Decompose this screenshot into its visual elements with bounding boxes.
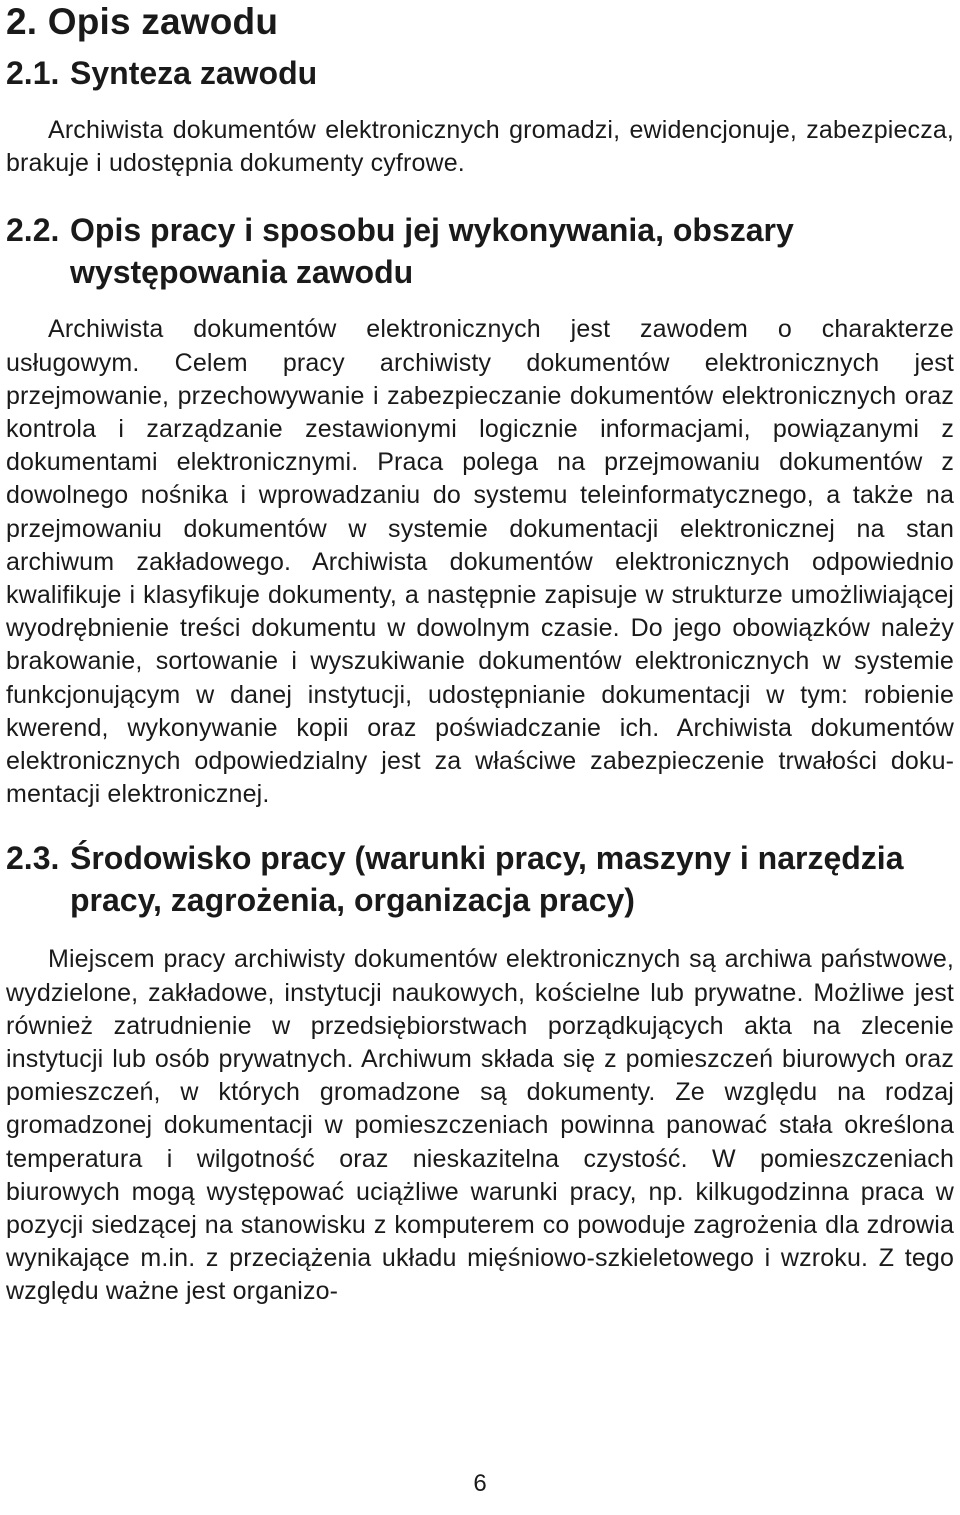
section-heading <box>6 209 954 293</box>
section-work-environment <box>6 837 954 1308</box>
section-work-description <box>6 209 954 811</box>
section-title: Synteza zawodu <box>70 55 318 91</box>
section-body: Archiwista dokumentów elektronicznych gromadzi, ewidencjonuje, zabezpiecza, brakuje i udostępnia dokumenty cyfrowe. <box>6 116 954 178</box>
chapter-title: Opis zawodu <box>47 1 279 42</box>
section-heading <box>6 52 954 94</box>
section-title: Środowisko pracy (warunki pracy, maszyny i narzędzia pracy, zagrożenia, organizacja pracy) <box>70 840 904 919</box>
section-heading <box>6 837 954 921</box>
chapter-heading <box>6 0 954 44</box>
section-synthesis <box>6 52 954 180</box>
section-body: Miejscem pracy archiwisty dokumentów elektronicznych są archiwa państwowe, wydzielone, zakładowe, instytucji naukowych, kościelne lub prywatne. Możliwe jest również zatrudnienie w przedsiębiorstwach porządkujących akta na zlecenie instytucji lub osób prywatnych. Archiwum składa się z pomieszczeń biurowych oraz pomieszczeń, w których gromadzone są dokumenty. Ze względu na rodzaj gromadzonej dokumentacji w pomieszczeniach powinna panować stała określona temperatura i wilgotność oraz nieskazitelna czystość. W pomieszczeniach biurowych mogą występować uciążliwe warunki pracy, np. kilkugodzinna praca w pozycji siedzącej na stanowisku z komputerem co powoduje zagrożenia dla zdrowia wynikające m.in. z przeciążenia układu mięśniowo-szkieletowego i wzroku. Z tego względu ważne jest organizo- <box>6 945 954 1306</box>
section-body: Archiwista dokumentów elektronicznych jest zawodem o charakterze usługowym. Celem pracy archiwisty dokumentów elektronicznych jest przejmowanie, przechowywanie i zabezpieczanie dokumentów elektronicznych oraz kontrola i zarządzanie zestawionymi logicznie informacjami, powiązanymi z dokumentami elektronicznymi. Praca polega na przejmowaniu dokumentów z dowolnego nośnika i wprowadzaniu do systemu teleinformatycznego, a także na przejmowaniu dokumentów w systemie dokumentacji elektronicznej na stan archiwum zakładowego. Archiwista dokumentów elektronicznych odpowiednio kwalifikuje i klasyfikuje dokumenty, a następnie zapisuje w strukturze umożliwiającej wyodrębnienie treści dokumentu w dowolnym czasie. Do jego obowiązków należy brakowanie, sortowanie i wyszukiwanie dokumentów elektronicznych w systemie funkcjonującym w danej instytucji, udostępnianie dokumentacji w tym: robienie kwerend, wykonywanie kopii oraz poświadczanie ich. Archiwista dokumentów elektronicznych odpowiedzialny jest za właściwe zabezpieczenie trwałości dokumentacji elektronicznej. <box>6 315 954 809</box>
section-number: 2.1. <box>6 55 60 91</box>
section-number: 2.3. <box>6 840 60 877</box>
chapter-number: 2. <box>6 1 38 42</box>
page-number: 6 <box>473 1470 487 1497</box>
section-title: Opis pracy i sposobu jej wykonywania, obszary występowania zawodu <box>70 212 794 291</box>
section-number: 2.2. <box>6 212 60 249</box>
